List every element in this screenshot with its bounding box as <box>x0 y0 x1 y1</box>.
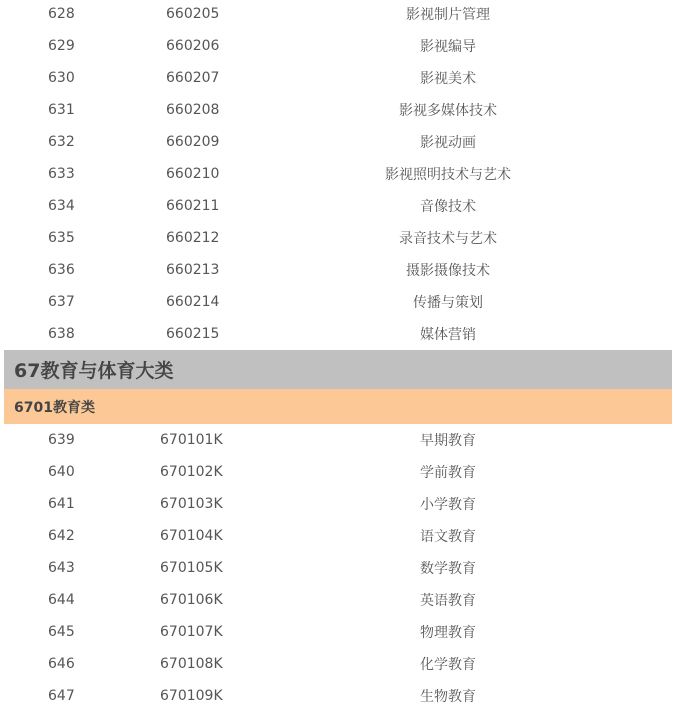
table-row <box>4 584 672 616</box>
major-name: 影视多媒体技术 <box>399 103 497 119</box>
table-row <box>4 488 672 520</box>
table-row <box>4 190 672 222</box>
row-number: 646 <box>48 656 75 672</box>
row-number: 640 <box>48 464 75 480</box>
table-row <box>4 552 672 584</box>
major-code: 660214 <box>166 294 220 310</box>
major-name: 影视照明技术与艺术 <box>385 167 511 183</box>
subcategory-header: 6701教育类 <box>4 389 672 424</box>
major-name: 传播与策划 <box>413 295 483 311</box>
table-row <box>4 424 672 456</box>
major-code: 660213 <box>166 262 220 278</box>
major-code: 670108K <box>160 656 223 672</box>
table-row <box>4 62 672 94</box>
row-number: 633 <box>48 166 75 182</box>
row-number: 637 <box>48 294 75 310</box>
major-name: 化学教育 <box>420 657 476 673</box>
table-row <box>4 680 672 712</box>
row-number: 636 <box>48 262 75 278</box>
row-number: 644 <box>48 592 75 608</box>
major-name: 小学教育 <box>420 497 476 513</box>
row-number: 628 <box>48 6 75 22</box>
major-code: 660205 <box>166 6 220 22</box>
major-code: 670109K <box>160 688 223 704</box>
major-name: 数学教育 <box>420 561 476 577</box>
major-code: 660207 <box>166 70 220 86</box>
row-number: 645 <box>48 624 75 640</box>
major-code: 670107K <box>160 624 223 640</box>
major-name: 早期教育 <box>420 433 476 449</box>
major-name: 生物教育 <box>420 689 476 705</box>
major-code: 670102K <box>160 464 223 480</box>
major-code: 660206 <box>166 38 220 54</box>
table-row <box>4 94 672 126</box>
major-code: 660210 <box>166 166 220 182</box>
row-number: 629 <box>48 38 75 54</box>
row-number: 642 <box>48 528 75 544</box>
table-row <box>4 0 672 30</box>
row-number: 635 <box>48 230 75 246</box>
major-code: 670103K <box>160 496 223 512</box>
table-row <box>4 126 672 158</box>
table-row <box>4 616 672 648</box>
table-row <box>4 158 672 190</box>
major-code: 660211 <box>166 198 220 214</box>
row-number: 632 <box>48 134 75 150</box>
row-number: 631 <box>48 102 75 118</box>
category-header: 67教育与体育大类 <box>4 350 672 389</box>
major-name: 影视编导 <box>420 39 476 55</box>
major-name: 物理教育 <box>420 625 476 641</box>
major-name: 录音技术与艺术 <box>399 231 497 247</box>
major-code: 670101K <box>160 432 223 448</box>
table-row <box>4 222 672 254</box>
major-code: 660215 <box>166 326 220 342</box>
major-code: 670104K <box>160 528 223 544</box>
row-number: 639 <box>48 432 75 448</box>
major-name: 摄影摄像技术 <box>406 263 490 279</box>
major-name: 影视制片管理 <box>406 7 490 23</box>
table-row <box>4 318 672 350</box>
major-name: 语文教育 <box>420 529 476 545</box>
table-row <box>4 30 672 62</box>
major-name: 媒体营销 <box>420 327 476 343</box>
major-catalog-table <box>4 0 672 712</box>
major-code: 670106K <box>160 592 223 608</box>
major-code: 660208 <box>166 102 220 118</box>
row-number: 638 <box>48 326 75 342</box>
major-name: 学前教育 <box>420 465 476 481</box>
major-code: 660209 <box>166 134 220 150</box>
major-name: 英语教育 <box>420 593 476 609</box>
table-row <box>4 520 672 552</box>
major-name: 影视美术 <box>420 71 476 87</box>
major-code: 660212 <box>166 230 220 246</box>
row-number: 641 <box>48 496 75 512</box>
row-number: 630 <box>48 70 75 86</box>
row-number: 647 <box>48 688 75 704</box>
major-code: 670105K <box>160 560 223 576</box>
table-row <box>4 456 672 488</box>
table-row <box>4 648 672 680</box>
major-name: 影视动画 <box>420 135 476 151</box>
major-name: 音像技术 <box>420 199 476 215</box>
table-row <box>4 254 672 286</box>
row-number: 643 <box>48 560 75 576</box>
table-row <box>4 286 672 318</box>
row-number: 634 <box>48 198 75 214</box>
